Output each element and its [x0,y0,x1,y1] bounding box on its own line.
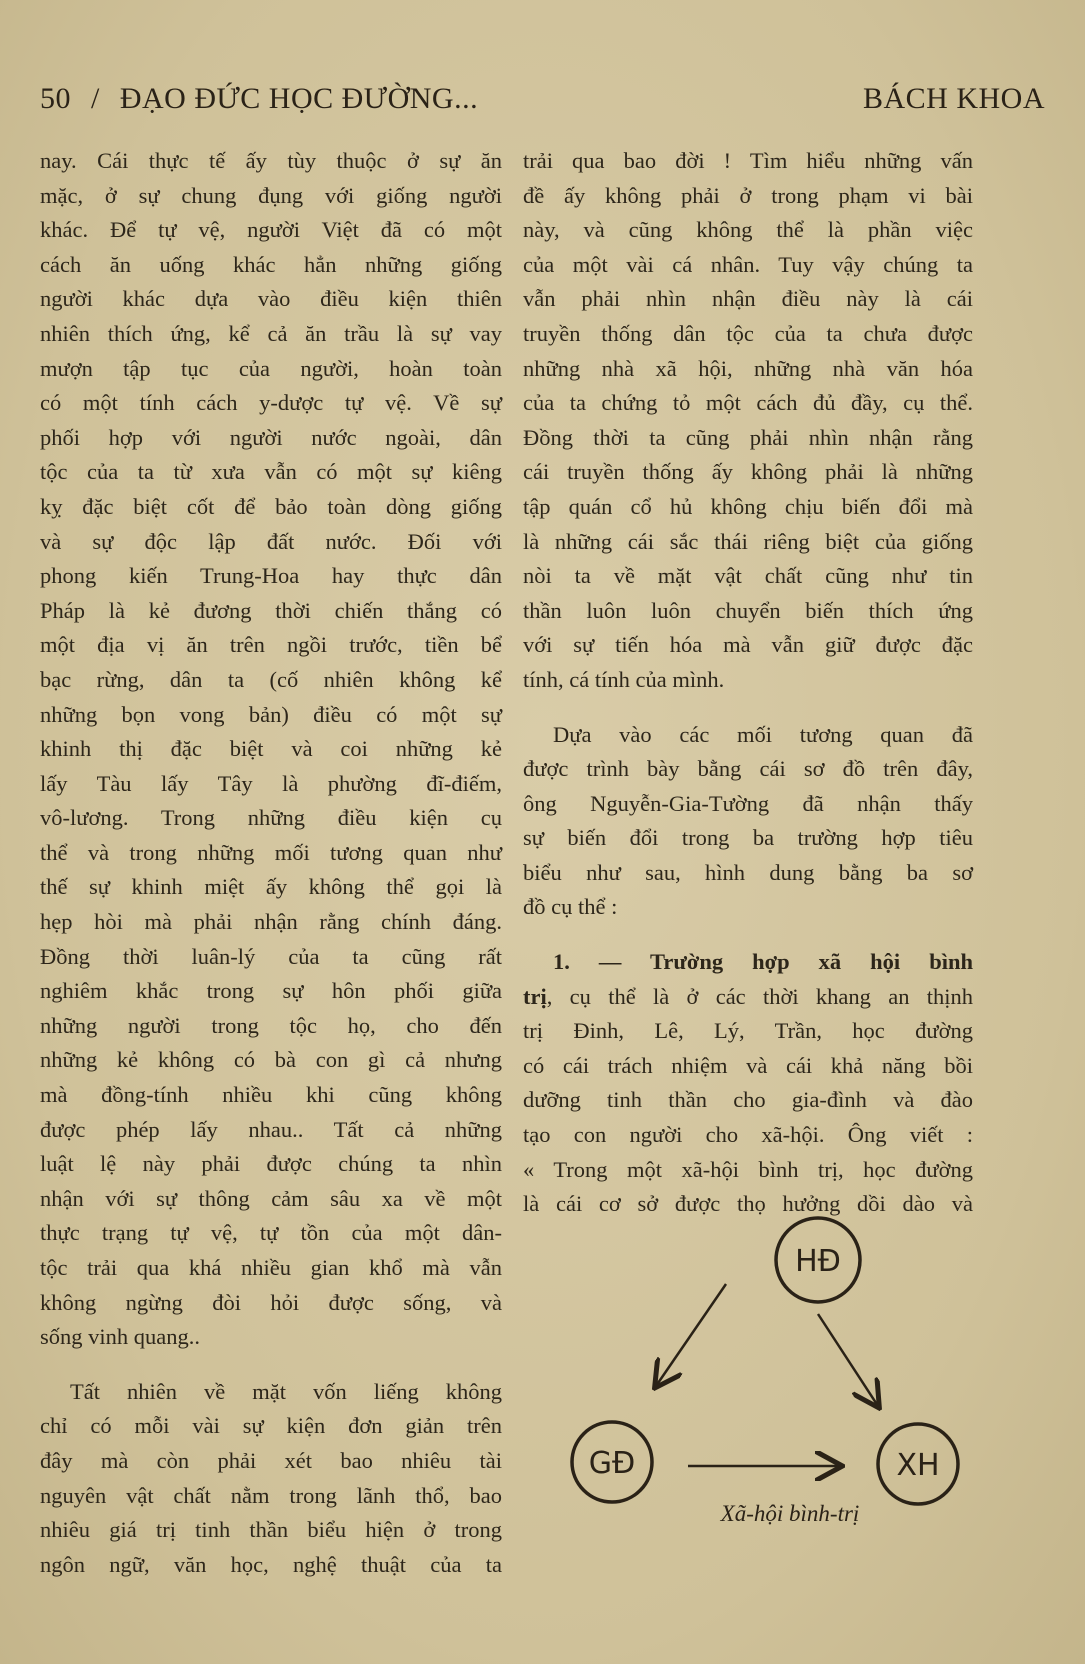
node-right-label: XH [896,1448,940,1483]
text-line: tạo con người cho xã-hội. Ông viết : [523,1122,973,1148]
node-top-label: HĐ [795,1244,841,1279]
page-header [40,82,1045,126]
text-line: tộc của ta từ xưa vẫn có một sự kiêng [40,459,502,485]
text-line: nhận với sự thông cảm sâu xa về một [40,1185,502,1211]
node-top [776,1218,860,1302]
text-line: thế sự khinh miệt ấy không thể gọi là [40,874,502,900]
right-column [523,144,973,1222]
text-line: cái truyền thống ấy không phải là những [523,459,973,485]
right-paragraph-1 [523,144,973,698]
text-line: bạc rừng, dân ta (cố nhiên không kể [40,666,502,692]
diagram-svg [560,1210,980,1540]
text-line: hẹp hòi mà phải nhận rằng chính đáng. [40,909,502,935]
text-line: những người trong tộc họ, cho đến [40,1012,502,1038]
diagram-caption: Xã-hội bình-trị [720,1501,860,1526]
text-line: ông Nguyễn-Gia-Tường đã nhận thấy [523,790,973,816]
text-line: tập quán cổ hủ không chịu biến đổi mà [523,493,973,519]
text-line: lấy Tàu lấy Tây là phường đĩ-điếm, [40,770,502,796]
relation-diagram [560,1210,980,1540]
text-line: Pháp là kẻ đương thời chiến thắng có [40,597,502,623]
section-first-text: , cụ thể là ở các thời khang an thịnh [546,983,973,1009]
text-line: mặc, ở sự chung đụng với giống người [40,182,502,208]
right-paragraph-3-body [523,1014,973,1222]
text-line: Đồng thời ta cũng phải nhìn nhận rằng [523,424,973,450]
section-heading-cont: trị [523,983,547,1009]
paragraph-gap [523,925,973,945]
text-line: có một tính cách y-dược tự vệ. Về sự [40,390,502,416]
text-line: phối hợp với người nước ngoài, dân [40,424,502,450]
text-line: thần luôn luôn chuyển biến thích ứng [523,597,973,623]
page-number: 50 [40,82,71,115]
text-line: nhiêu giá trị tinh thần biểu hiện ở trong [40,1517,502,1543]
text-line: « Trong một xã-hội bình trị, học đường [523,1156,973,1182]
text-line: luật lệ này phải được chúng ta nhìn [40,1151,502,1177]
text-line: chỉ có mỗi vài sự kiện đơn giản trên [40,1413,502,1439]
text-line: đây mà còn phải xét bao nhiêu tài [40,1447,502,1473]
text-line: thể và trong những mối tương quan như [40,839,502,865]
left-paragraph-2 [40,1375,502,1583]
text-line: Tất nhiên về mặt vốn liếng không [70,1378,502,1404]
node-left [572,1422,652,1502]
text-line: của một vài cá nhân. Tuy vậy chúng ta [523,251,973,277]
text-line: nòi ta về mặt vật chất cũng như tin [523,563,973,589]
text-line: này, và cũng không thể là phần việc [523,217,973,243]
right-paragraph-3 [523,945,973,1222]
text-line: không ngừng đòi hỏi được sống, và [40,1289,502,1315]
left-column [40,144,502,1582]
text-line: nay. Cái thực tế ấy tùy thuộc ở sự ăn [40,148,502,173]
text-line: của ta chứng tỏ một cách đủ đầy, cụ thể. [523,390,973,416]
magazine-name: BÁCH KHOA [862,82,1045,115]
text-line: sự biến đổi trong ba trường hợp tiêu [523,825,973,851]
text-line: tính, cá tính của mình. [523,666,725,692]
text-line: đồ cụ thể : [523,894,618,920]
text-line: cách ăn uống khác hẳn những giống [40,251,502,277]
paragraph-gap [523,698,973,718]
text-line: nghiêm khắc trong sự hôn phối giữa [40,978,502,1004]
text-line: Đồng thời luân-lý của ta cũng rất [40,943,502,969]
node-left-label: GĐ [588,1446,636,1481]
text-line: sống vinh quang.. [40,1324,200,1350]
text-line: đề ấy không phải ở trong phạm vi bài [523,182,973,208]
text-line: những kẻ không có bà con gì cả nhưng [40,1047,502,1073]
text-line: một địa vị ăn trên ngồi trước, tiền bể [40,632,502,658]
article-title: ĐẠO ĐỨC HỌC ĐƯỜNG... [119,82,479,115]
text-line: mượn tập tục của người, hoàn toàn [40,355,502,381]
text-line: khinh thị đặc biệt và coi những kẻ [40,736,502,762]
text-line: dưỡng tinh thần cho gia-đình và đào [523,1087,973,1113]
paragraph-gap [40,1355,502,1375]
text-line: người khác dựa vào điều kiện thiên [40,286,502,312]
node-right [878,1424,958,1504]
text-line: vô-lương. Trong những điều kiện cụ [40,805,502,831]
left-paragraph-1 [40,144,502,1355]
text-line: được phép lấy nhau.. Tất cả những [40,1116,502,1142]
text-line: vẫn phải nhìn nhận điều này là cái [523,286,973,312]
section-heading: 1. — Trường hợp xã hội bình [553,949,973,975]
right-paragraph-2 [523,718,973,926]
header-left [40,82,478,116]
header-separator: / [91,82,100,115]
text-line: với sự tiến hóa mà vẫn giữ được đặc [523,632,973,658]
text-line [523,980,973,1015]
text-line: truyền thống dân tộc của ta chưa được [523,320,973,346]
text-line: được trình bày bằng cái sơ đồ trên đây, [523,756,973,782]
text-line: nguyên vật chất nằm trong lãnh thổ, bao [40,1482,502,1508]
text-line: những nhà xã hội, những nhà văn hóa [523,355,973,381]
text-line: là cái cơ sở được thọ hưởng dồi dào và [523,1191,973,1217]
text-line: có cái trách nhiệm và cái khả năng bồi [523,1052,973,1078]
arrow-top-to-left [656,1284,726,1386]
text-line: khác. Để tự vệ, người Việt đã có một [40,217,502,243]
text-line: mà đồng-tính nhiều khi cũng không [40,1082,502,1108]
text-line: phong kiến Trung-Hoa hay thực dân [40,563,502,589]
text-line: biểu như sau, hình dung bằng ba sơ [523,859,973,885]
text-line: nhiên thích ứng, kể cả ăn trầu là sự vay [40,320,502,346]
text-line: Dựa vào các mối tương quan đã [553,721,973,747]
text-line: và sự độc lập đất nước. Đối với [40,528,502,554]
text-line: những bọn vong bản) điều có một sự [40,701,502,727]
text-line: trải qua bao đời ! Tìm hiểu những vấn [523,148,973,173]
arrow-top-to-right [818,1314,878,1406]
text-line: là những cái sắc thái riêng biệt của giống [523,528,973,554]
text-line: tộc trải qua khá nhiều gian khổ mà vẫn [40,1255,502,1280]
text-line: trị Đinh, Lê, Lý, Trần, học đường [523,1018,973,1044]
text-line: thực trạng tự vệ, tự tồn của một dân- [40,1220,502,1246]
text-line: ngôn ngữ, văn học, nghệ thuật của ta [40,1551,502,1577]
text-line [523,945,973,980]
text-line: kỵ đặc biệt cốt để bảo toàn dòng giống [40,493,502,519]
